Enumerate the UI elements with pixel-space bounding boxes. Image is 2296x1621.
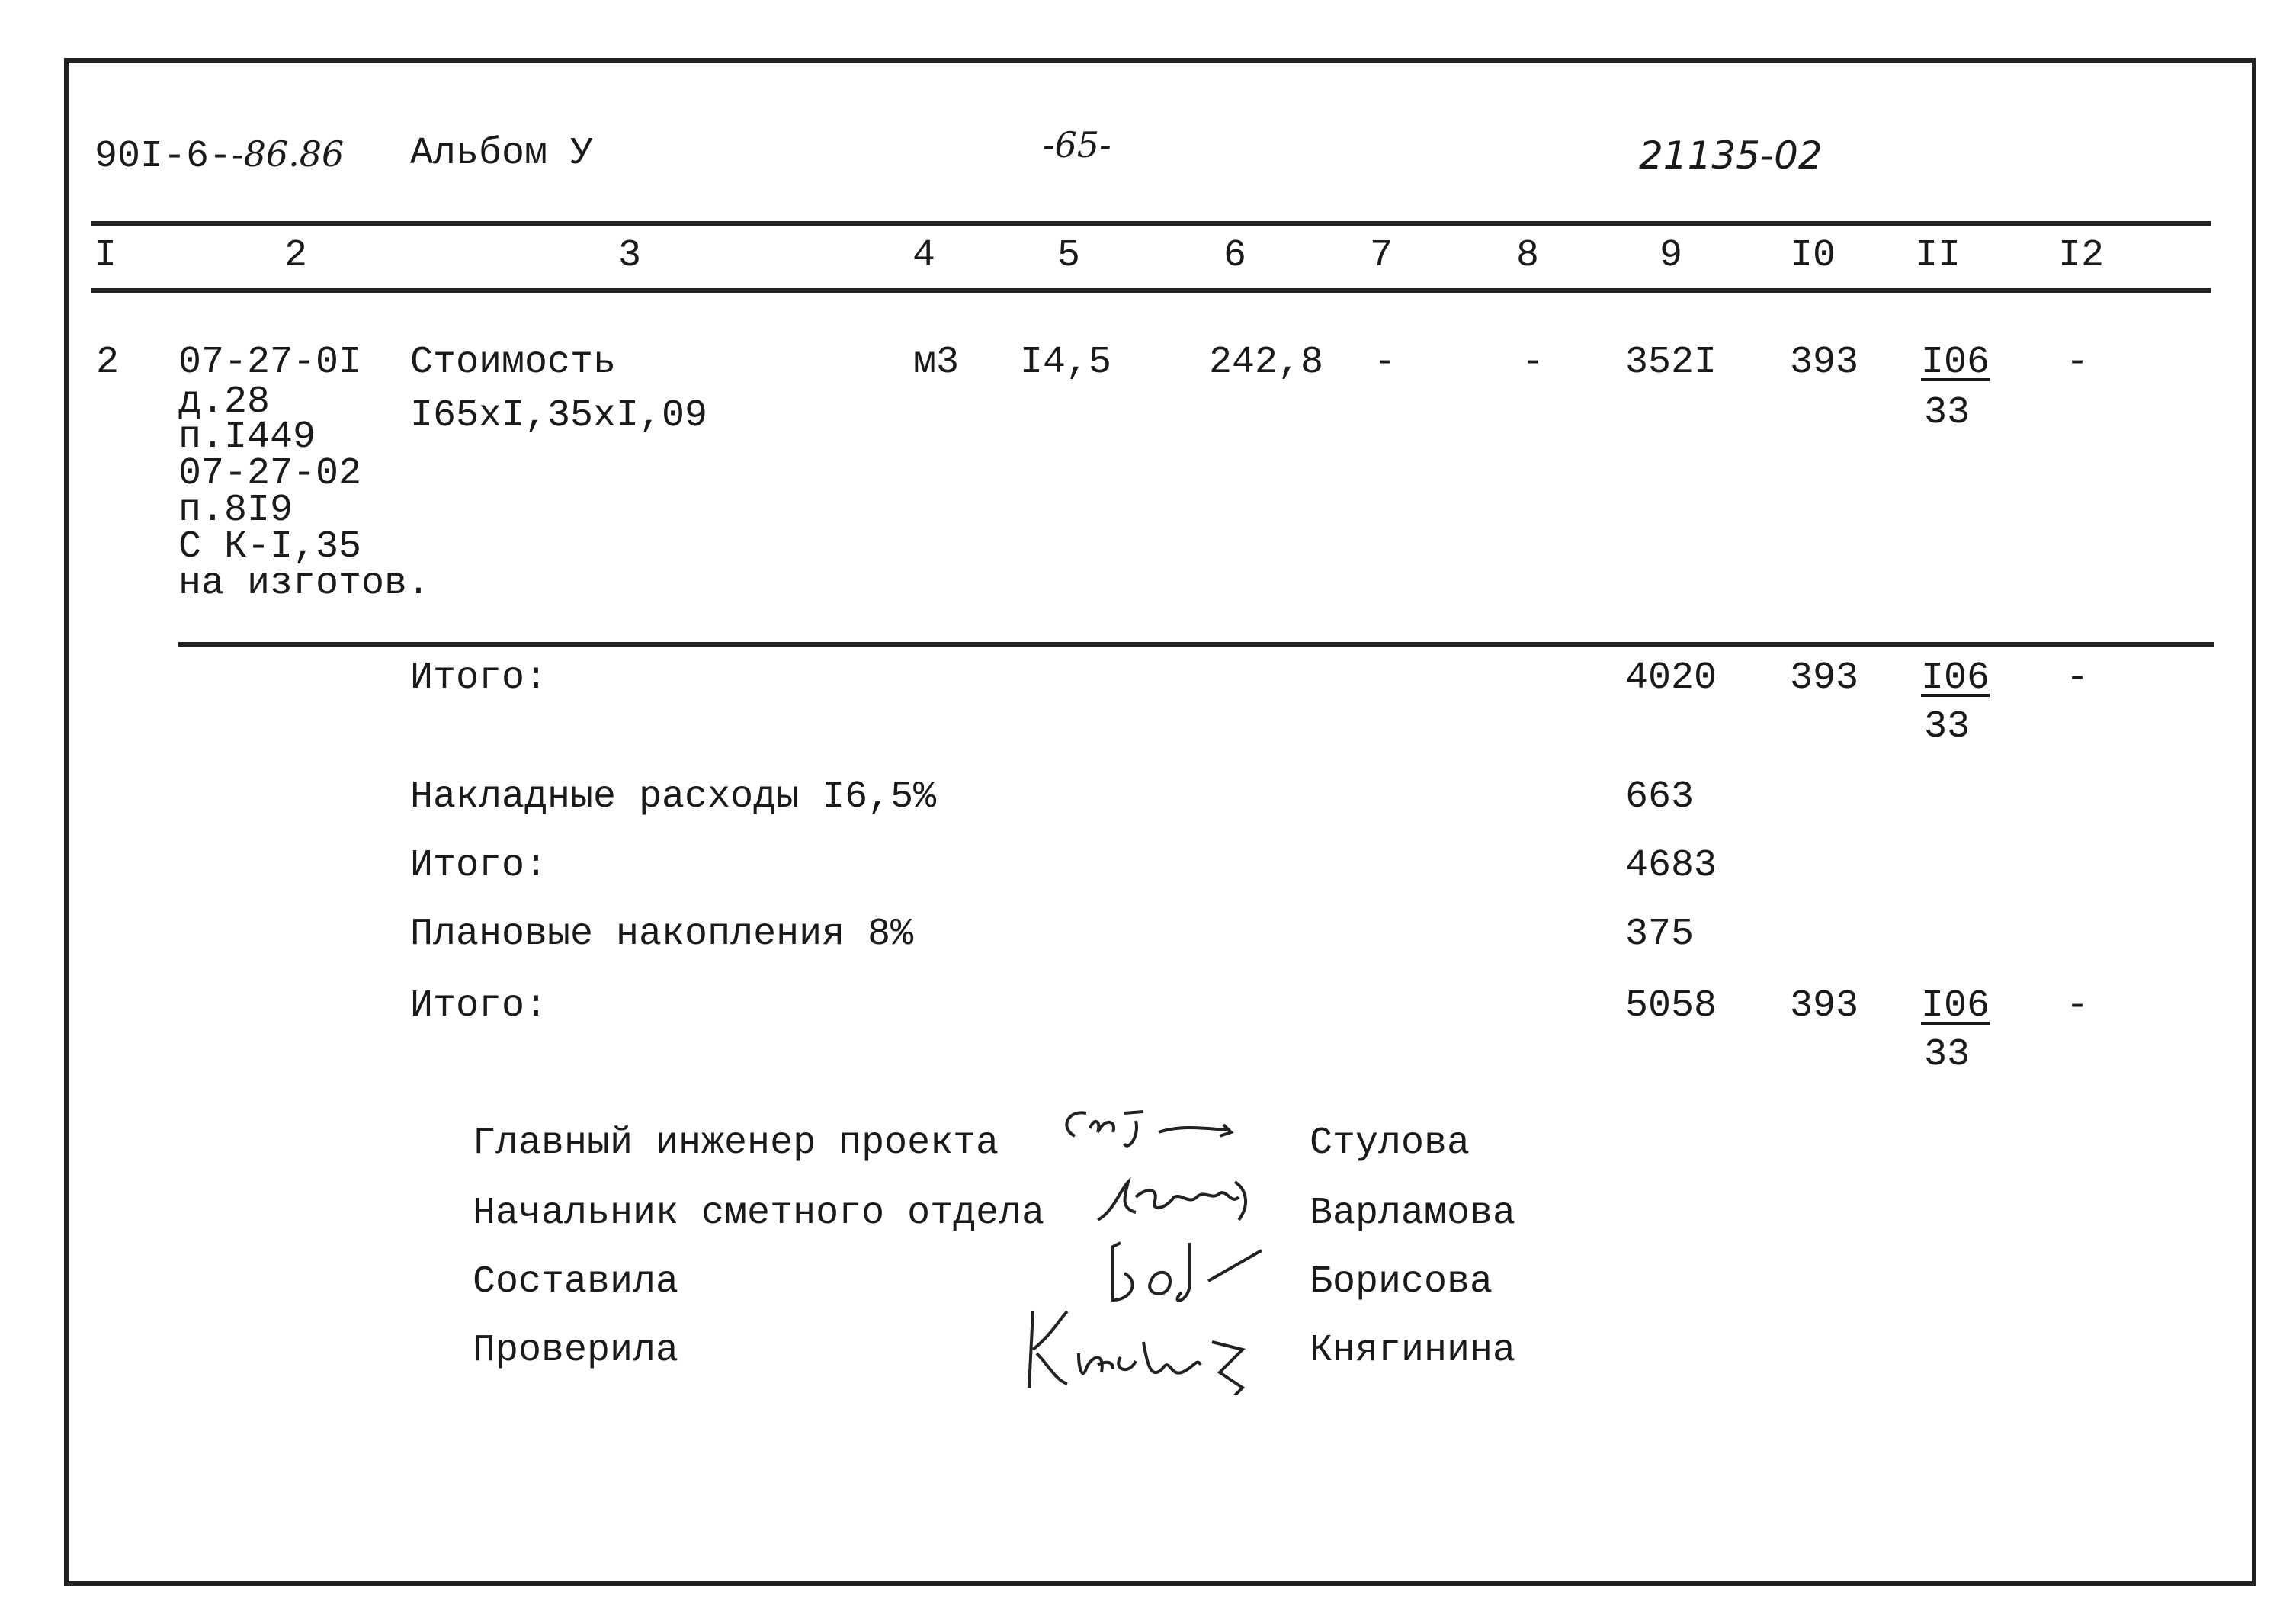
row-col8: -	[1522, 341, 1545, 384]
col-header-1: I	[93, 234, 117, 278]
col-header-11: II	[1914, 234, 1961, 278]
itogo2-label: Итого:	[410, 844, 548, 888]
itogo1-col12: -	[2066, 656, 2089, 700]
row-total: 352I	[1625, 341, 1717, 384]
itogo3-label: Итого:	[410, 984, 548, 1028]
overhead-label: Накладные расходы I6,5%	[410, 775, 937, 819]
header-bottom-rule	[91, 288, 2211, 293]
header-top-rule	[91, 221, 2211, 226]
code-line: 07-27-02	[178, 452, 362, 496]
col-header-12: I2	[2057, 234, 2104, 278]
col-header-4: 4	[912, 234, 935, 278]
row-formula: I65xI,35xI,09	[410, 394, 708, 438]
itogo1-total: 4020	[1625, 656, 1717, 700]
col-header-5: 5	[1057, 234, 1080, 278]
col-header-9: 9	[1659, 234, 1682, 278]
itogo3-col10: 393	[1790, 984, 1859, 1028]
itogo1-col11-top: I06	[1921, 656, 1990, 700]
itogo3-col11-bottom: 33	[1924, 1033, 1971, 1077]
itogo1-col11-bottom: 33	[1924, 705, 1971, 749]
role-chief-engineer: Главный инженер проекта	[473, 1122, 999, 1165]
itogo3-col12: -	[2066, 984, 2089, 1028]
name-borisova: Борисова	[1310, 1260, 1493, 1304]
row-col7: -	[1374, 341, 1397, 384]
row-name: Стоимость	[410, 341, 617, 384]
name-knyaginina: Княгинина	[1310, 1329, 1516, 1372]
itogo1-col10: 393	[1790, 656, 1859, 700]
role-head-estimating: Начальник сметного отдела	[473, 1192, 1045, 1235]
row-number: 2	[96, 341, 120, 384]
code-line: С К-I,35	[178, 525, 362, 569]
col-header-8: 8	[1515, 234, 1539, 278]
itogo3-total: 5058	[1625, 984, 1717, 1028]
col-header-10: I0	[1789, 234, 1836, 278]
name-varlamova: Варламова	[1310, 1192, 1516, 1235]
col-header-3: 3	[617, 234, 641, 278]
code-line: 07-27-0I	[178, 341, 362, 384]
signature-knyaginina	[1014, 1296, 1273, 1395]
col-header-2: 2	[284, 234, 307, 278]
code-line: п.I449	[178, 416, 316, 459]
itogo1-label: Итого:	[410, 656, 548, 700]
savings-total: 375	[1625, 913, 1695, 956]
album-label: Альбом У	[410, 132, 594, 175]
code-line: на изготов.	[178, 562, 431, 605]
row-bottom-rule	[178, 642, 2214, 647]
overhead-total: 663	[1625, 775, 1695, 819]
page-number: -65-	[1043, 124, 1111, 165]
row-col11-bottom: 33	[1924, 391, 1971, 435]
ref-number: 21135-02	[1639, 133, 1823, 178]
savings-label: Плановые накопления 8%	[410, 913, 914, 956]
row-col11-top: I06	[1921, 341, 1990, 384]
itogo3-col11-top: I06	[1921, 984, 1990, 1028]
signature-varlamova	[1082, 1167, 1273, 1235]
row-unit: м3	[913, 341, 960, 384]
row-qty: I4,5	[1020, 341, 1112, 384]
name-stulova: Стулова	[1310, 1122, 1470, 1165]
row-col12: -	[2066, 341, 2089, 384]
code-line: д.28	[178, 380, 271, 424]
role-compiled: Составила	[473, 1260, 679, 1304]
col-header-6: 6	[1223, 234, 1246, 278]
row-code-block	[178, 340, 431, 605]
row-price: 242,8	[1209, 341, 1324, 384]
signature-stulova	[1052, 1098, 1250, 1159]
role-checked: Проверила	[473, 1329, 679, 1372]
row-col10: 393	[1790, 341, 1859, 384]
doc-code: 90I-6--86.86	[95, 133, 345, 178]
code-line: п.8I9	[178, 489, 293, 532]
col-header-7: 7	[1369, 234, 1393, 278]
itogo2-total: 4683	[1625, 844, 1717, 888]
